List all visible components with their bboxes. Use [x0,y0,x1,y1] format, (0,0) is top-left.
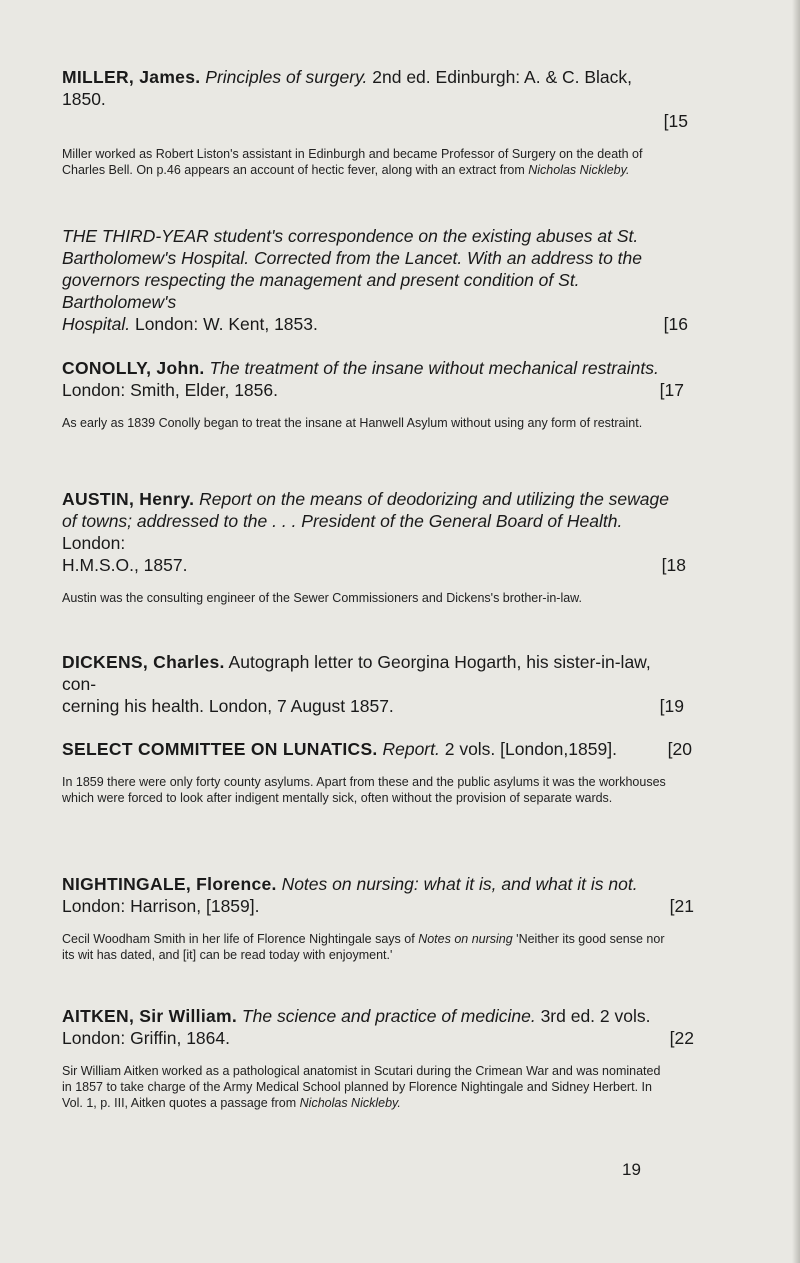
title-line-1: THE THIRD-YEAR student's correspondence on the existing abuses at St. [62,226,639,246]
imprint-line-1: 3rd ed. 2 vols. [535,1006,651,1026]
entry-number: [16 [663,314,688,334]
imprint-line-3: H.M.S.O., 1857. [62,555,188,575]
imprint: London: W. Kent, 1853. [130,314,318,334]
imprint: 2nd ed. Edinburgh: A. & C. Black, 1850. [62,67,633,109]
author: MILLER, James. [62,67,201,87]
entry-20 [62,738,692,806]
title-line-2: of towns; addressed to the . . . President of the General Board of Health. [62,511,623,531]
description-line-1: Autograph letter to Georgina Hogarth, his sister-in-law, con- [62,652,651,694]
annotation-italic: Nicholas Nickleby. [528,163,630,177]
annotation-text: Cecil Woodham Smith in her life of Florence Nightingale says of [62,932,419,946]
annotation-text: Sir William Aitken worked as a pathological anatomist in Scutari during the Crimean War and was nominated in 1857 to take charge of the Army Medical School planned by Florence Nightingale and Sidney Herbert. In Vol. 1, p. III, Aitken quotes a passage from [62,1064,661,1110]
title: The treatment of the insane without mechanical restraints. [209,358,659,378]
annotation-italic: Nicholas Nickleby. [299,1096,401,1110]
annotation-text-end: 'Neither its good sense nor its wit has dated, and [it] can be read today with enjoyment.' [62,932,665,962]
citation [62,488,686,576]
citation [62,225,688,335]
entry-17 [62,357,684,431]
entry-number: [22 [669,1028,694,1048]
entry-22 [62,1005,694,1111]
citation [62,357,684,401]
entry-number-line [62,110,688,132]
annotation: Austin was the consulting engineer of the Sewer Commissioners and Dickens's brother-in-law. [62,591,582,605]
entry-number: [17 [659,380,684,400]
page-number: 19 [622,1160,641,1179]
title-line-3: governors respecting the management and present condition of St. Bartholomew's [62,270,580,312]
title: Notes on nursing: what it is, and what it is not. [281,874,638,894]
imprint: London: Harrison, [1859]. [62,896,260,916]
entry-15 [62,66,688,178]
description-line-2: cerning his health. London, 7 August 1857. [62,696,394,716]
annotation-text: Miller worked as Robert Liston's assistant in Edinburgh and became Professor of Surgery on the death of Charles Bell. On p.46 appears an account of hectic fever, along with an extract from [62,147,643,177]
entry-number: [21 [669,896,694,916]
entry-number: [18 [661,555,686,575]
title-line-1: Report on the means of deodorizing and utilizing the sewage [199,489,669,509]
annotation [62,931,672,963]
author: DICKENS, Charles. [62,652,225,672]
annotation: In 1859 there were only forty county asylums. Apart from these and the public asylums it was the workhouses which were forced to look after indigent mentally sick, often without the provision of separate wards. [62,775,666,805]
annotation [62,146,672,178]
title-line-4: Hospital. [62,314,131,334]
imprint-line-2: London: [62,533,126,553]
entry-19 [62,651,684,717]
annotation: As early as 1839 Conolly began to treat the insane at Hanwell Asylum without using any form of restraint. [62,416,643,430]
imprint: London: Smith, Elder, 1856. [62,380,278,400]
citation [62,1005,694,1049]
entry-number: [15 [663,111,688,131]
entry-18 [62,488,686,606]
author: AITKEN, Sir William. [62,1006,238,1026]
author: CONOLLY, John. [62,358,205,378]
title-line-2: Bartholomew's Hospital. Corrected from the Lancet. With an address to the [62,248,642,268]
title: The science and practice of medicine. [241,1006,536,1026]
title: Report. [382,739,440,759]
imprint-line-2: London: Griffin, 1864. [62,1028,230,1048]
author: NIGHTINGALE, Florence. [62,874,277,894]
entry-21 [62,873,694,963]
citation [62,66,672,110]
annotation-italic: Notes on nursing [418,932,513,946]
entry-16 [62,225,688,335]
entry-number: [20 [667,739,692,759]
author: SELECT COMMITTEE ON LUNATICS. [62,739,378,759]
page-edge-shadow [792,0,800,1263]
imprint: 2 vols. [London,1859]. [439,739,617,759]
citation [62,651,684,717]
annotation [62,1063,672,1111]
citation [62,873,694,917]
entry-number: [19 [659,696,684,716]
citation [62,738,692,760]
title: Principles of surgery. [205,67,368,87]
author: AUSTIN, Henry. [62,489,195,509]
